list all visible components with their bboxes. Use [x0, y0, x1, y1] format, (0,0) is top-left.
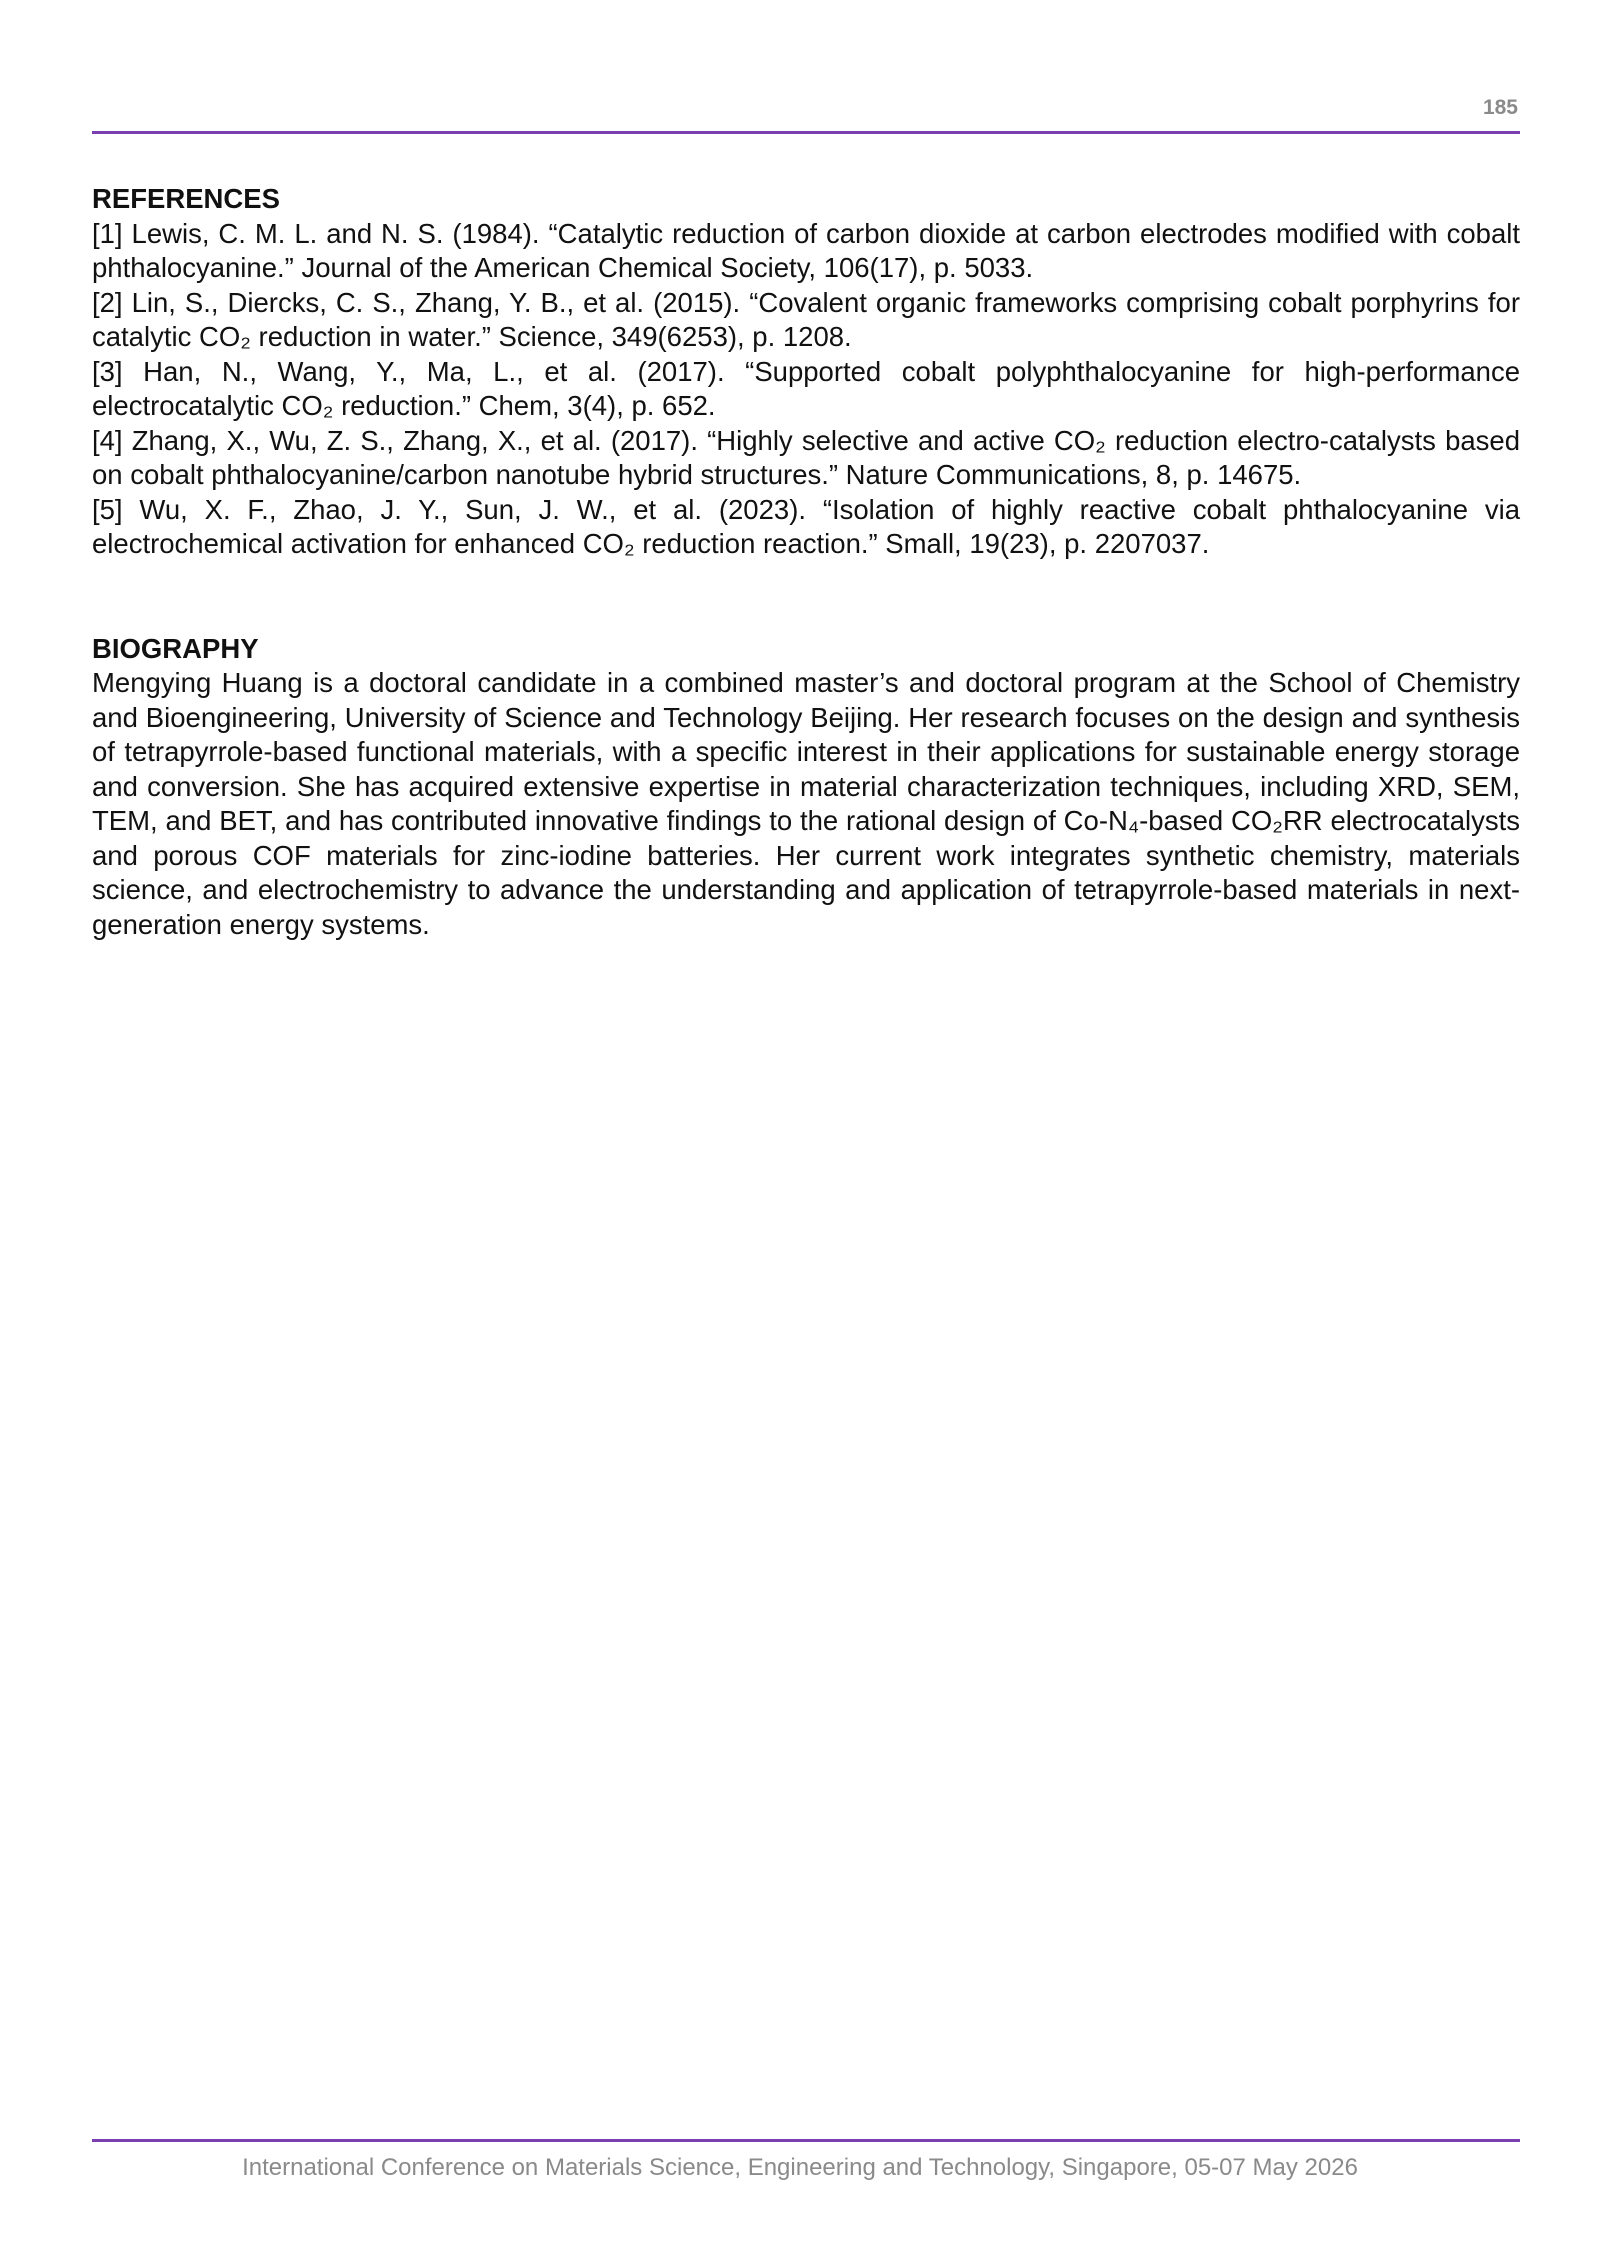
page-number: 185: [1482, 96, 1518, 119]
reference-item: [1] Lewis, C. M. L. and N. S. (1984). “Catalytic reduction of carbon dioxide at carbon electrodes modified with cobalt phthalocyanine.” Journal of the American Chemical Society, 106(17), p. 5033.: [92, 217, 1520, 283]
page-content: [92, 182, 1520, 942]
footer-conference-text: International Conference on Materials Science, Engineering and Technology, Singapore, 05-07 May 2026: [242, 2154, 1358, 2181]
header-divider: [92, 131, 1520, 134]
reference-item: [3] Han, N., Wang, Y., Ma, L., et al. (2017). “Supported cobalt polyphthalocyanine for high-performance electrocatalytic CO₂ reduction.” Chem, 3(4), p. 652.: [92, 355, 1520, 421]
reference-item: [5] Wu, X. F., Zhao, J. Y., Sun, J. W., et al. (2023). “Isolation of highly reactive cobalt phthalocyanine via electrochemical activation for enhanced CO₂ reduction reaction.” Small, 19(23), p. 2207037.: [92, 493, 1520, 559]
biography-text: Mengying Huang is a doctoral candidate in a combined master’s and doctoral program at the School of Chemistry and Bioengineering, University of Science and Technology Beijing. Her research focuses on the design and synthesis of tetrapyrrole-based functional materials, with a specific interest in their applications for sustainable energy storage and conversion. She has acquired extensive expertise in material characterization techniques, including XRD, SEM, TEM, and BET, and has contributed innovative findings to the rational design of Co-N₄-based CO₂RR electrocatalysts and porous COF materials for zinc-iodine batteries. Her current work integrates synthetic chemistry, materials science, and electrochemistry to advance the understanding and application of tetrapyrrole-based materials in next-generation energy systems.: [92, 667, 1520, 940]
references-section: [92, 182, 1520, 562]
reference-item: [4] Zhang, X., Wu, Z. S., Zhang, X., et al. (2017). “Highly selective and active CO₂ reduction electro-catalysts based on cobalt phthalocyanine/carbon nanotube hybrid structures.” Nature Communications, 8, p. 14675.: [92, 424, 1520, 490]
references-heading: REFERENCES: [92, 183, 280, 214]
footer-divider: [92, 2139, 1520, 2142]
biography-heading: BIOGRAPHY: [92, 632, 259, 664]
reference-item: [2] Lin, S., Diercks, C. S., Zhang, Y. B., et al. (2015). “Covalent organic frameworks comprising cobalt porphyrins for catalytic CO₂ reduction in water.” Science, 349(6253), p. 1208.: [92, 286, 1520, 352]
biography-section: [92, 632, 1520, 943]
